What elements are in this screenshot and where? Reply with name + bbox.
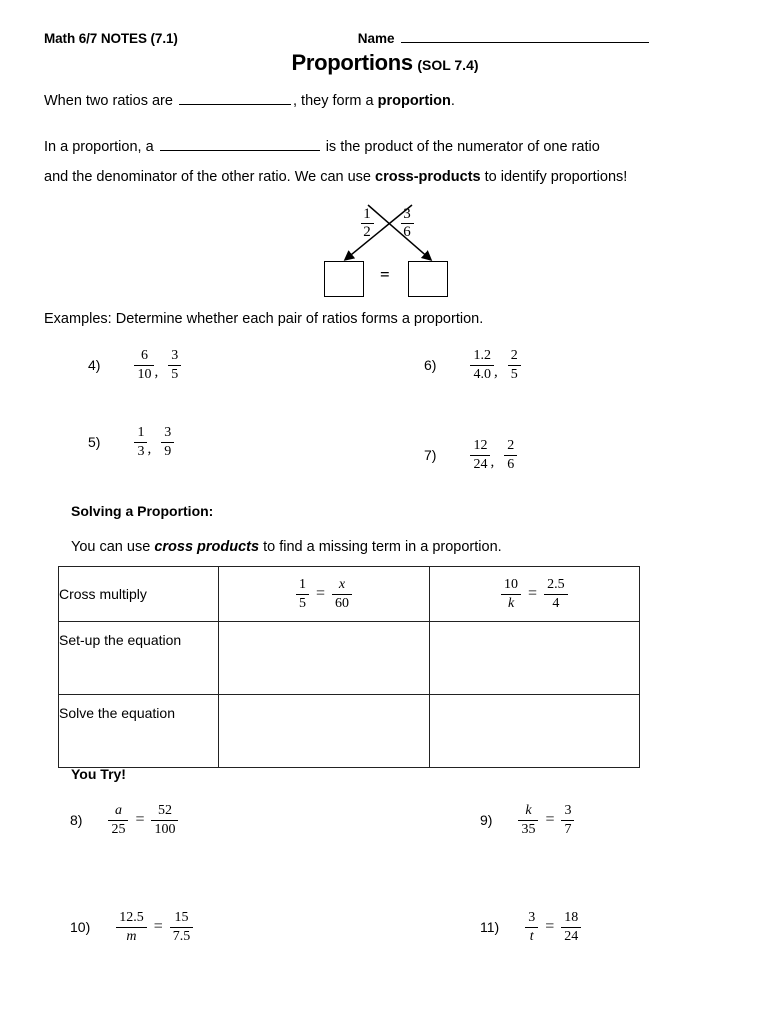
problem-8-fraction-left [108,803,128,837]
problem-7-fraction-1-bar [470,455,490,456]
table-equals-1: = [315,585,325,602]
problem-9-fraction-right [561,803,574,837]
problem-8-fraction-left-denominator: 25 [111,822,126,838]
problem-9-fraction-right-numerator: 3 [564,803,572,818]
problem-8-fraction-left-bar [108,820,128,821]
problem-7 [424,438,517,472]
problem-9-fraction-left-numerator: k [525,803,532,818]
problem-11-fraction-left-denominator: t [529,929,534,945]
diagram-answer-box-right[interactable] [408,261,448,297]
problem-7-fraction-2-denominator: 6 [507,457,515,473]
course-code: Math 6/7 NOTES (7.1) [44,31,178,46]
problem-10-fraction-left [116,910,147,944]
problem-6-fraction-1-bar [470,365,494,366]
problem-4-number: 4) [88,357,101,374]
problem-11-fraction-left [525,910,538,944]
page-title [0,50,770,76]
table-cell-cross-multiply-col1[interactable] [219,567,429,622]
intro-word-cross-products: cross-products [375,169,481,185]
document-header [44,30,726,46]
problem-11-fraction-right [561,910,581,944]
solving-description [71,539,502,555]
table-fraction-1-left-numerator: 1 [298,576,306,592]
table-cell-solve-col2[interactable] [429,695,639,768]
problem-8-fraction-right-bar [151,820,178,821]
solving-text-before: You can use [71,539,151,555]
problem-6-body [470,348,520,382]
diagram-fraction-right-denominator: 6 [403,224,411,240]
table-fraction-1-left [296,577,309,611]
table-fraction-2-left-numerator: 10 [504,576,519,592]
problem-6-fraction-1 [470,348,494,382]
problem-5-fraction-1-denominator: 3 [137,444,145,460]
table-equals-2: = [528,585,538,602]
problem-5-fraction-2-denominator: 9 [164,444,172,460]
table-row-label-solve: Solve the equation [59,695,219,768]
problem-4-fraction-1-denominator: 10 [137,367,152,383]
diagram-fraction-right [398,207,416,240]
table-fraction-2-right-numerator: 2.5 [547,576,565,592]
problem-7-separator: , [490,453,495,470]
problem-10-body [116,910,193,944]
problem-4 [88,348,181,382]
intro-line-1-period: . [450,93,455,109]
table-fraction-1-right [332,577,352,611]
name-field-group [358,30,726,46]
intro-line-3-before: and the denominator of the other ratio. We can use [44,169,371,185]
problem-4-fraction-1-bar [134,365,154,366]
problem-10-fraction-left-numerator: 12.5 [119,910,144,925]
problem-4-separator: , [154,363,159,380]
problem-11-fraction-right-bar [561,927,581,928]
problem-6-fraction-2-numerator: 2 [510,348,518,363]
intro-line-2 [44,138,600,155]
problem-9-fraction-left-bar [518,820,538,821]
problem-9-body [518,803,574,837]
problem-6-fraction-1-numerator: 1.2 [473,348,491,363]
problem-6-fraction-2-bar [508,365,521,366]
problem-11-fraction-right-denominator: 24 [564,929,579,945]
problem-6 [424,348,521,382]
problem-9-fraction-right-denominator: 7 [564,822,572,838]
title-standard: (SOL 7.4) [417,57,479,73]
problem-9-fraction-left-denominator: 35 [521,822,536,838]
problem-4-fraction-2-bar [168,365,181,366]
table-cell-setup-col2[interactable] [429,622,639,695]
problem-7-fraction-2-bar [504,455,517,456]
problem-10-fraction-right [170,910,194,944]
problem-5-fraction-2 [161,425,174,459]
problem-4-fraction-1 [134,348,154,382]
title-main: Proportions [291,50,413,75]
problem-5-fraction-1-bar [134,442,147,443]
name-label: Name [357,31,395,46]
problem-8 [70,803,178,837]
problem-10-fraction-right-denominator: 7.5 [172,929,191,945]
problem-6-fraction-2 [508,348,521,382]
name-blank-line[interactable] [401,30,649,43]
problem-6-fraction-2-denominator: 5 [510,367,518,383]
solving-text-after: to find a missing term in a proportion. [263,539,502,555]
table-fraction-1-right-bar [332,594,352,595]
problem-8-body [108,803,178,837]
problem-5-fraction-2-numerator: 3 [164,425,172,440]
problem-9-fraction-right-bar [561,820,574,821]
problem-10-number: 10) [70,919,91,936]
intro-blank-1[interactable] [179,92,291,105]
table-fraction-2-left-denominator: k [507,596,515,611]
problem-5-body [134,425,174,459]
problem-11-fraction-left-bar [525,927,538,928]
intro-line-2-before: In a proportion, a [44,139,154,155]
examples-instruction: Examples: Determine whether each pair of ratios forms a proportion. [44,311,484,327]
problem-10 [70,910,193,944]
diagram-fraction-left [358,207,376,240]
problem-7-fraction-2 [504,438,517,472]
problem-8-number: 8) [70,812,83,829]
intro-line-3-after: to identify proportions! [484,169,628,185]
problem-11-fraction-right-numerator: 18 [564,910,579,925]
problem-7-number: 7) [424,447,437,464]
problem-4-fraction-2-numerator: 3 [171,348,179,363]
table-fraction-1-right-denominator: 60 [334,596,349,611]
you-try-heading: You Try! [71,766,126,782]
solving-heading: Solving a Proportion: [71,503,214,519]
problem-5-fraction-1-numerator: 1 [137,425,145,440]
problem-4-fraction-2 [168,348,181,382]
problem-6-number: 6) [424,357,437,374]
problem-10-fraction-right-bar [170,927,194,928]
problem-7-fraction-2-numerator: 2 [507,438,515,453]
problem-4-fraction-2-denominator: 5 [171,367,179,383]
intro-line-2-after: is the product of the numerator of one ratio [325,139,600,155]
problem-9-fraction-left [518,803,538,837]
intro-blank-2[interactable] [160,138,320,151]
problem-10-fraction-right-numerator: 15 [174,910,189,925]
table-fraction-2-left [501,577,521,611]
intro-word-proportion: proportion [377,93,451,109]
table-fraction-1-left-denominator: 5 [298,596,306,611]
problem-11-body [525,910,581,944]
intro-line-3 [44,170,627,185]
table-fraction-2-right-bar [544,594,568,595]
problem-5-number: 5) [88,434,101,451]
problem-11-fraction-left-numerator: 3 [528,910,536,925]
table-fraction-2-right [544,577,568,611]
table-cell-solve-col1[interactable] [219,695,429,768]
problem-5-fraction-1 [134,425,147,459]
problem-8-fraction-left-numerator: a [114,803,122,818]
intro-line-1-before: When two ratios are [44,93,173,109]
problem-5 [88,425,174,459]
table-fraction-2-left-bar [501,594,521,595]
table-cell-setup-col1[interactable] [219,622,429,695]
table-fraction-2-right-denominator: 4 [552,596,560,611]
diagram-fraction-left-numerator: 1 [363,206,371,222]
problem-7-fraction-1-numerator: 12 [473,438,488,453]
cross-multiply-diagram [318,203,458,299]
problem-11-number: 11) [480,919,500,936]
problem-9-number: 9) [480,812,493,829]
table-row [59,567,640,622]
problem-8-fraction-right [151,803,178,837]
diagram-equals-sign: = [380,265,390,284]
problem-10-equals: = [153,918,163,936]
intro-line-1 [44,92,455,109]
intro-line-1-after: , they form a [292,93,374,109]
problem-7-fraction-1 [470,438,490,472]
problem-10-fraction-left-denominator: m [126,929,137,945]
problem-8-fraction-right-denominator: 100 [154,822,176,838]
problem-11-equals: = [545,918,555,936]
problem-9 [480,803,574,837]
problem-5-separator: , [147,440,152,457]
table-row [59,695,640,768]
diagram-fraction-left-denominator: 2 [363,224,371,240]
problem-7-fraction-1-denominator: 24 [473,457,488,473]
problem-5-fraction-2-bar [161,442,174,443]
problem-7-body [470,438,517,472]
table-row-label-setup: Set-up the equation [59,622,219,695]
problem-4-fraction-1-numerator: 6 [140,348,148,363]
problem-8-fraction-right-numerator: 52 [157,803,172,818]
solving-term-cross-products: cross products [154,539,260,555]
procedure-table [58,566,640,768]
problem-4-body [134,348,181,382]
table-cell-cross-multiply-col2[interactable] [429,567,639,622]
table-row [59,622,640,695]
table-row-label-cross-multiply: Cross multiply [59,567,219,622]
problem-6-separator: , [493,363,498,380]
problem-6-fraction-1-denominator: 4.0 [473,367,491,383]
problem-11 [480,910,581,944]
table-fraction-1-left-bar [296,594,309,595]
problem-10-fraction-left-bar [116,927,147,928]
problem-8-equals: = [135,811,145,829]
diagram-fraction-right-numerator: 3 [403,206,411,222]
problem-9-equals: = [545,811,555,829]
table-fraction-1-right-numerator: x [338,576,346,592]
diagram-answer-box-left[interactable] [324,261,364,297]
